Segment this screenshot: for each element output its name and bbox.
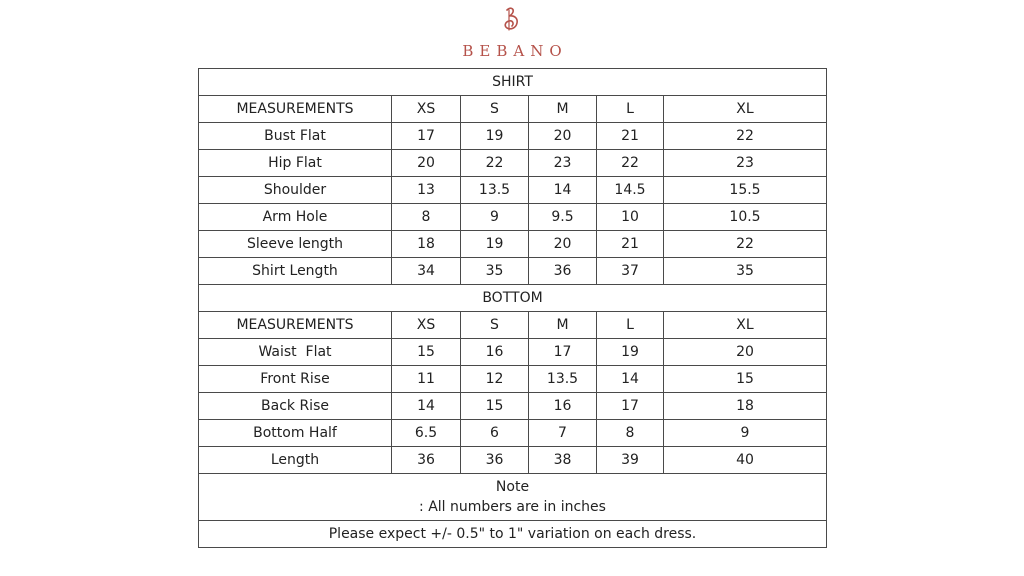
column-header: MEASUREMENTS bbox=[199, 312, 392, 339]
table-cell: 15 bbox=[461, 393, 529, 420]
table-cell: 17 bbox=[597, 393, 664, 420]
section-title: BOTTOM bbox=[199, 285, 827, 312]
measurement-label: Hip Flat bbox=[199, 150, 392, 177]
table-cell: 14 bbox=[392, 393, 461, 420]
note-text: : All numbers are in inches bbox=[419, 499, 606, 515]
table-cell: 11 bbox=[392, 366, 461, 393]
table-cell: 13.5 bbox=[529, 366, 597, 393]
note-cell bbox=[199, 474, 827, 521]
table-cell: 19 bbox=[461, 123, 529, 150]
table-row bbox=[199, 393, 827, 420]
table-cell: 9 bbox=[461, 204, 529, 231]
table-cell: 38 bbox=[529, 447, 597, 474]
table-cell: 20 bbox=[529, 231, 597, 258]
bottom-column-headers bbox=[199, 312, 827, 339]
table-cell: 13.5 bbox=[461, 177, 529, 204]
column-header: XS bbox=[392, 96, 461, 123]
table-cell: 8 bbox=[392, 204, 461, 231]
table-cell: 7 bbox=[529, 420, 597, 447]
brand-name: BEBANO bbox=[462, 42, 568, 60]
table-cell: 36 bbox=[461, 447, 529, 474]
table-cell: 16 bbox=[529, 393, 597, 420]
table-row bbox=[199, 231, 827, 258]
table-cell: 10 bbox=[597, 204, 664, 231]
monogram-b-icon bbox=[501, 6, 523, 36]
table-cell: 13 bbox=[392, 177, 461, 204]
table-cell: 40 bbox=[664, 447, 827, 474]
column-header: L bbox=[597, 312, 664, 339]
table-row bbox=[199, 177, 827, 204]
measurement-label: Bottom Half bbox=[199, 420, 392, 447]
table-cell: 14 bbox=[597, 366, 664, 393]
table-cell: 22 bbox=[597, 150, 664, 177]
section-title: SHIRT bbox=[199, 69, 827, 96]
table-cell: 36 bbox=[392, 447, 461, 474]
variation-note: Please expect +/- 0.5" to 1" variation on each dress. bbox=[199, 521, 827, 548]
column-header: MEASUREMENTS bbox=[199, 96, 392, 123]
measurement-label: Shirt Length bbox=[199, 258, 392, 285]
column-header: L bbox=[597, 96, 664, 123]
table-cell: 35 bbox=[461, 258, 529, 285]
column-header: M bbox=[529, 312, 597, 339]
column-header: XS bbox=[392, 312, 461, 339]
table-cell: 10.5 bbox=[664, 204, 827, 231]
table-cell: 37 bbox=[597, 258, 664, 285]
table-cell: 22 bbox=[664, 123, 827, 150]
note-title: Note bbox=[495, 479, 530, 495]
shirt-section-header bbox=[199, 69, 827, 96]
table-cell: 17 bbox=[392, 123, 461, 150]
table-cell: 16 bbox=[461, 339, 529, 366]
table-cell: 39 bbox=[597, 447, 664, 474]
size-chart-table bbox=[198, 68, 827, 548]
table-cell: 23 bbox=[529, 150, 597, 177]
table-cell: 20 bbox=[664, 339, 827, 366]
table-cell: 15 bbox=[392, 339, 461, 366]
column-header: XL bbox=[664, 96, 827, 123]
column-header: S bbox=[461, 312, 529, 339]
table-cell: 21 bbox=[597, 231, 664, 258]
table-row bbox=[199, 447, 827, 474]
table-row bbox=[199, 150, 827, 177]
table-cell: 20 bbox=[529, 123, 597, 150]
table-row bbox=[199, 258, 827, 285]
measurement-label: Arm Hole bbox=[199, 204, 392, 231]
table-row bbox=[199, 366, 827, 393]
table-cell: 23 bbox=[664, 150, 827, 177]
bottom-section-header bbox=[199, 285, 827, 312]
table-cell: 6.5 bbox=[392, 420, 461, 447]
measurement-label: Back Rise bbox=[199, 393, 392, 420]
table-cell: 17 bbox=[529, 339, 597, 366]
brand-logo bbox=[0, 6, 1024, 60]
measurement-label: Sleeve length bbox=[199, 231, 392, 258]
table-cell: 22 bbox=[461, 150, 529, 177]
table-cell: 20 bbox=[392, 150, 461, 177]
table-cell: 8 bbox=[597, 420, 664, 447]
variation-row bbox=[199, 521, 827, 548]
measurement-label: Waist Flat bbox=[199, 339, 392, 366]
table-row bbox=[199, 204, 827, 231]
table-cell: 18 bbox=[664, 393, 827, 420]
table-cell: 15.5 bbox=[664, 177, 827, 204]
measurement-label: Front Rise bbox=[199, 366, 392, 393]
table-cell: 21 bbox=[597, 123, 664, 150]
table-cell: 19 bbox=[597, 339, 664, 366]
table-cell: 6 bbox=[461, 420, 529, 447]
table-cell: 9 bbox=[664, 420, 827, 447]
column-header: XL bbox=[664, 312, 827, 339]
table-row bbox=[199, 420, 827, 447]
column-header: S bbox=[461, 96, 529, 123]
table-row bbox=[199, 123, 827, 150]
table-cell: 34 bbox=[392, 258, 461, 285]
measurement-label: Length bbox=[199, 447, 392, 474]
column-header: M bbox=[529, 96, 597, 123]
shirt-column-headers bbox=[199, 96, 827, 123]
table-cell: 22 bbox=[664, 231, 827, 258]
table-cell: 14 bbox=[529, 177, 597, 204]
table-row bbox=[199, 339, 827, 366]
table-cell: 15 bbox=[664, 366, 827, 393]
table-cell: 19 bbox=[461, 231, 529, 258]
note-row bbox=[199, 474, 827, 521]
table-cell: 14.5 bbox=[597, 177, 664, 204]
measurement-label: Shoulder bbox=[199, 177, 392, 204]
table-cell: 18 bbox=[392, 231, 461, 258]
table-cell: 9.5 bbox=[529, 204, 597, 231]
measurement-label: Bust Flat bbox=[199, 123, 392, 150]
table-cell: 35 bbox=[664, 258, 827, 285]
table-cell: 12 bbox=[461, 366, 529, 393]
table-cell: 36 bbox=[529, 258, 597, 285]
